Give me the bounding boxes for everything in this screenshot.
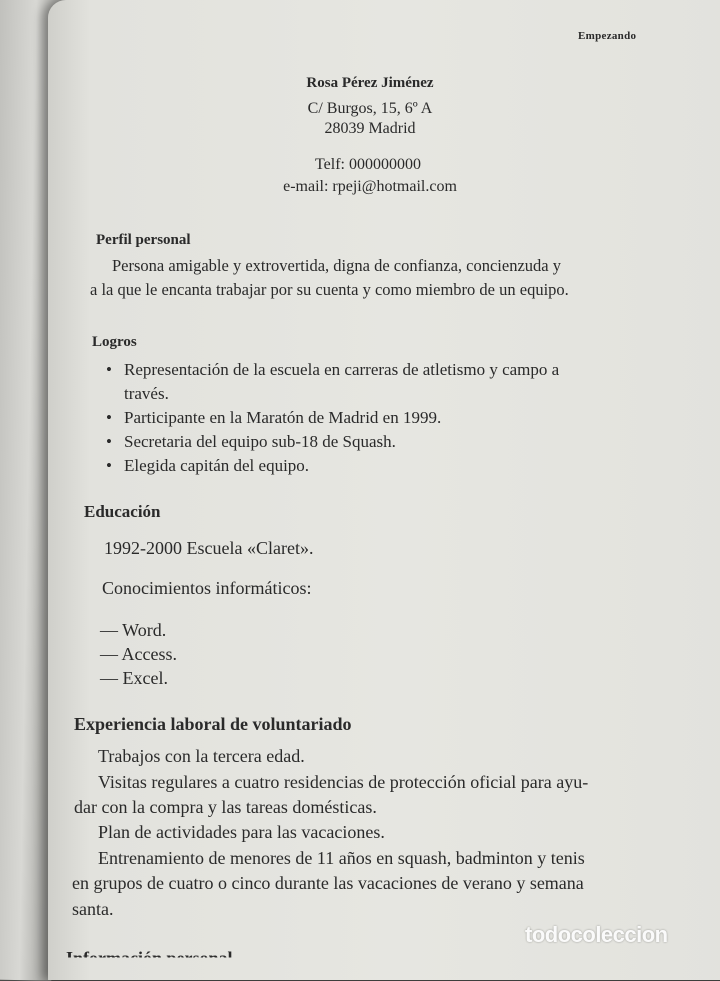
logros-item: • Participante en la Maratón de Madrid en 1999. — [124, 408, 441, 428]
contact-name: Rosa Pérez Jiménez — [306, 75, 434, 91]
experiencia-line: dar con la compra y las tareas domésticas. — [74, 797, 377, 817]
contact-phone: Telf: 000000000 — [315, 156, 421, 173]
logros-item: • Representación de la escuela en carreras de atletismo y campo a — [124, 360, 559, 380]
logros-item-continuation: través. — [124, 384, 169, 403]
contact-street: C/ Burgos, 15, 6º A — [307, 100, 433, 117]
logros-item: • Secretaria del equipo sub-18 de Squash. — [124, 432, 396, 452]
perfil-heading: Perfil personal — [96, 232, 191, 248]
logros-heading: Logros — [92, 334, 137, 350]
contact-email: e-mail: rpeji@hotmail.com — [283, 178, 457, 195]
experiencia-line: santa. — [72, 899, 114, 919]
running-head: Empezando — [578, 30, 637, 42]
skill-item: — Access. — [100, 644, 177, 664]
contact-city: 28039 Madrid — [324, 120, 416, 137]
perfil-line-2: a la que le encanta trabajar por su cuenta y como miembro de un equipo. — [90, 280, 569, 299]
experiencia-line: Plan de actividades para las vacaciones. — [98, 822, 385, 842]
experiencia-line: en grupos de cuatro o cinco durante las vacaciones de verano y semana — [72, 873, 584, 893]
experiencia-line: Trabajos con la tercera edad. — [98, 746, 305, 766]
experiencia-heading: Experiencia laboral de voluntariado — [74, 714, 352, 734]
skills-label: Conocimientos informáticos: — [102, 578, 312, 598]
skill-item: — Word. — [100, 620, 167, 640]
experiencia-line: Entrenamiento de menores de 11 años en squash, badminton y tenis — [98, 848, 585, 868]
watermark-logo: todocoleccion — [525, 922, 668, 947]
educacion-heading: Educación — [84, 502, 161, 521]
education-school: 1992-2000 Escuela «Claret». — [104, 538, 314, 558]
perfil-line-1: Persona amigable y extrovertida, digna de confianza, concienzuda y — [112, 256, 561, 275]
logros-item: • Elegida capitán del equipo. — [124, 456, 309, 476]
skill-item: — Excel. — [100, 668, 168, 688]
experiencia-line: Visitas regulares a cuatro residencias de protección oficial para ayu- — [98, 772, 589, 792]
